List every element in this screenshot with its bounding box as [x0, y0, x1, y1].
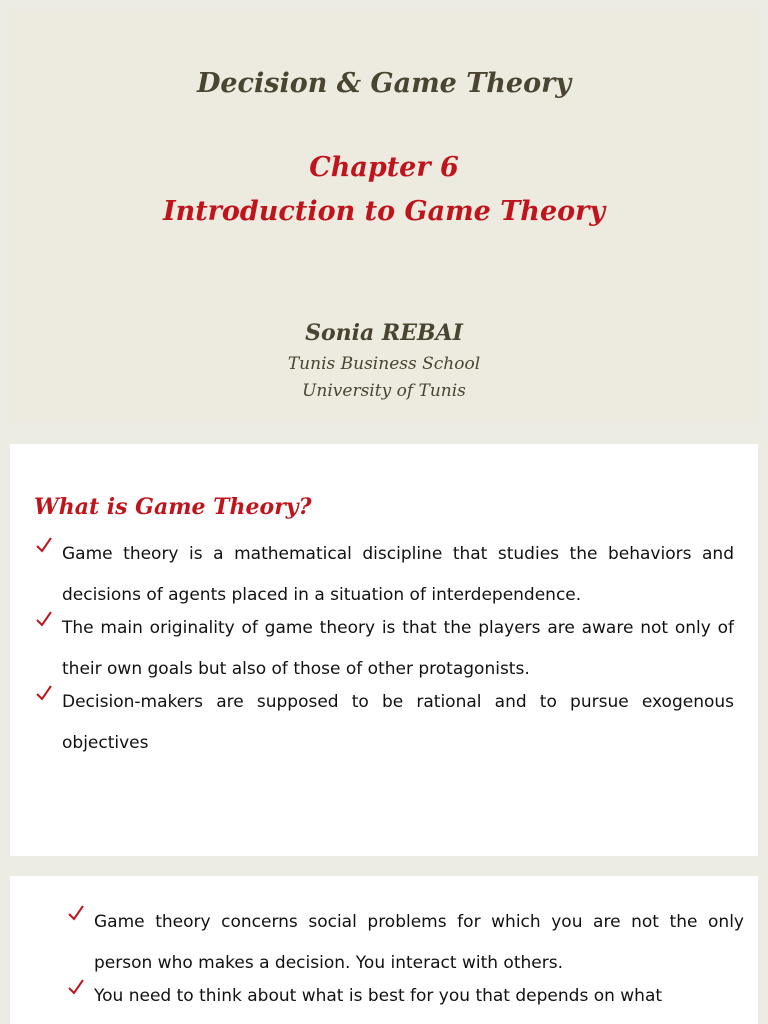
affiliation-school: Tunis Business School: [287, 354, 481, 374]
check-icon: [36, 683, 52, 703]
affiliation-university: University of Tunis: [302, 381, 466, 401]
content-slide-what-is-game-theory: [10, 444, 758, 856]
bullet-list: [34, 544, 734, 766]
check-icon: [36, 609, 52, 629]
list-item: [34, 534, 734, 616]
bullet-list: [66, 912, 744, 1019]
list-item: [34, 608, 734, 690]
list-item: [66, 976, 744, 1017]
slide-heading: What is Game Theory?: [34, 494, 312, 520]
check-icon: [68, 903, 84, 923]
chapter-title: Introduction to Game Theory: [162, 196, 606, 227]
content-slide-continued: [10, 876, 758, 1024]
list-item: [66, 902, 744, 984]
bullet-text: Decision-makers are supposed to be rational and to pursue exogenous objectives: [62, 692, 734, 753]
check-icon: [36, 535, 52, 555]
bullet-text: Game theory concerns social problems for which you are not the only person who makes a decision. You interact with others.: [94, 912, 744, 973]
bullet-text: Game theory is a mathematical discipline that studies the behaviors and decisions of agents placed in a situation of interdependence.: [62, 544, 734, 605]
author-name: Sonia REBAI: [305, 320, 463, 346]
bullet-text: The main originality of game theory is that the players are aware not only of their own goals but also of those of other protagonists.: [62, 618, 734, 679]
chapter-number: Chapter 6: [309, 152, 459, 183]
bullet-text: You need to think about what is best for you that depends on what: [94, 986, 663, 1006]
course-title: Decision & Game Theory: [196, 68, 572, 99]
check-icon: [68, 977, 84, 997]
list-item: [34, 682, 734, 764]
title-slide: [10, 10, 758, 422]
